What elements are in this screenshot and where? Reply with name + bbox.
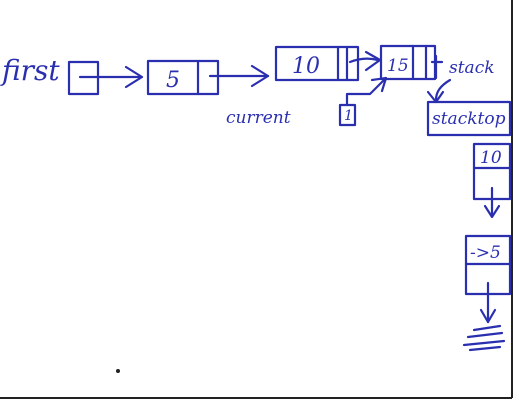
arrow-stack-bottom-down <box>481 283 495 322</box>
stacktop-label: stacktop <box>432 109 506 129</box>
node-1 <box>148 61 218 94</box>
arrow-stack-to-stacktop <box>428 80 450 102</box>
first-label: first <box>2 54 60 87</box>
current-label: current <box>226 108 291 128</box>
arrow-current-to-node3 <box>347 78 386 105</box>
null-ground-node3 <box>432 56 442 78</box>
current-pointer-box <box>340 105 355 125</box>
first-pointer-box <box>69 62 98 94</box>
arrow-stack-top-down <box>485 188 499 217</box>
stacktop-box <box>428 102 510 135</box>
current-box-value: 1 <box>344 108 353 124</box>
node-3-value: 15 <box>387 56 409 76</box>
stack-label: stack <box>449 58 495 78</box>
stray-dot <box>116 369 120 373</box>
arrow-first-to-node1 <box>98 67 142 87</box>
node-1-value: 5 <box>166 68 180 93</box>
node-2 <box>276 47 358 80</box>
stack-node-top-value: 10 <box>480 148 502 168</box>
arrow-node2-to-node3 <box>350 52 380 70</box>
node-2-value: 10 <box>292 54 320 79</box>
stack-node-bottom-value: ->5 <box>470 243 501 263</box>
node-3 <box>381 46 435 79</box>
null-ground-stack <box>464 326 504 350</box>
